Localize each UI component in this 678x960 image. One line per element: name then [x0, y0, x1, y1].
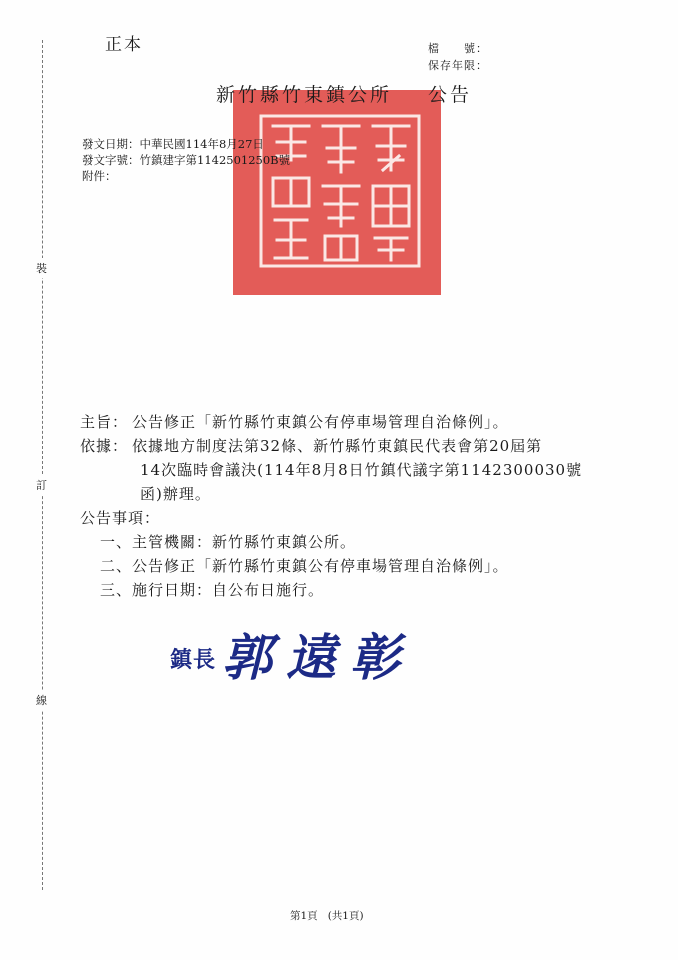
- matters-label: 公告事項：: [80, 509, 161, 527]
- doc-type: 公告: [428, 84, 473, 106]
- page-total: (共1頁): [327, 910, 364, 922]
- matter-item: 一、主管機關：新竹縣竹東鎮公所。: [100, 533, 357, 551]
- signature-title: 鎮長: [170, 647, 217, 673]
- official-seal: [233, 90, 441, 295]
- basis-row: [80, 434, 542, 458]
- binding-char-ding: 訂: [36, 475, 47, 495]
- basis-text-line1: 依據地方制度法第32條、新竹縣竹東鎮民代表會第20屆第: [132, 437, 543, 455]
- matter-item: 二、公告修正「新竹縣竹東鎮公有停車場管理自治條例」。: [100, 557, 509, 575]
- file-number-label: 檔 號：: [428, 42, 488, 55]
- signature-name: 郭遠彰: [222, 628, 415, 687]
- copy-mark: 正本: [105, 35, 143, 55]
- issue-date: 發文日期：中華民國114年8月27日: [82, 137, 264, 151]
- basis-text-line3: 函)辦理。: [140, 485, 211, 503]
- subject-label: 主旨：: [80, 413, 129, 431]
- binding-char-xian: 線: [36, 690, 47, 710]
- matter-item: 三、施行日期：自公布日施行。: [100, 581, 325, 599]
- document-title: [216, 80, 472, 107]
- agency-name: 新竹縣竹東鎮公所: [216, 84, 393, 106]
- page-footer: [290, 908, 364, 923]
- binding-line: [42, 40, 43, 890]
- reference-number: 發文字號：竹鎮建字第1142501250B號: [82, 153, 291, 167]
- binding-char-zhuang: 裝: [36, 258, 47, 278]
- attachment-label: 附件：: [82, 169, 117, 183]
- retention-label: 保存年限：: [428, 59, 488, 72]
- subject-row: [80, 410, 509, 434]
- subject-text: 公告修正「新竹縣竹東鎮公有停車場管理自治條例」。: [132, 413, 509, 431]
- seal-graphic: [233, 90, 441, 295]
- basis-label: 依據：: [80, 437, 129, 455]
- mayor-signature: [170, 618, 414, 690]
- page-number: 第1頁: [290, 910, 318, 922]
- basis-text-line2: 14次臨時會議決(114年8月8日竹鎮代議字第1142300030號: [140, 461, 583, 479]
